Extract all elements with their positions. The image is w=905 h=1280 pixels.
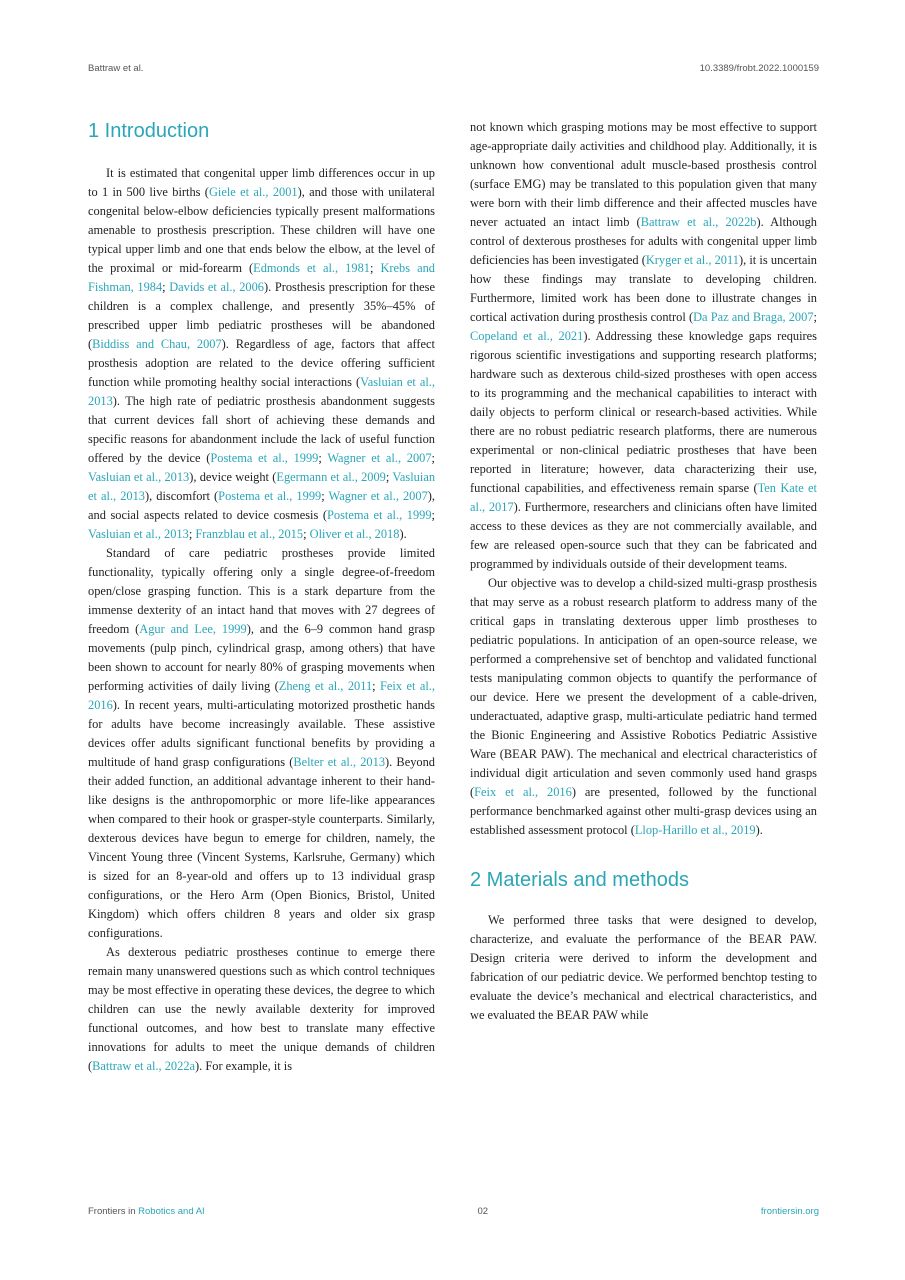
paragraph (88, 544, 435, 943)
text-run: ; (321, 489, 329, 503)
citation-link[interactable]: Da Paz and Braga, 2007 (693, 310, 814, 324)
text-run: ; (431, 451, 435, 465)
citation-link[interactable]: Wagner et al., 2007 (327, 451, 432, 465)
text-run: ; (162, 280, 170, 294)
text-run: ). In recent years, multi-articulating motorized prosthetic hands for adults have become increasingly available. These assistive devices offer adults significant functional benefits by providing a multitude of hand grasp configurations ( (88, 698, 435, 769)
section-heading-introduction: 1 Introduction (88, 120, 210, 142)
text-run: ). Although control of dexterous prostheses for adults with congenital upper limb deficiencies has been investigated ( (470, 215, 817, 267)
text-run: It is estimated that congenital upper limb differences occur in up to 1 in 500 live births ( (88, 166, 435, 199)
text-run: ; (813, 310, 817, 324)
site-link[interactable]: frontiersin.org (760, 1206, 819, 1217)
text-run: ). Prosthesis prescription for these children is a complex challenge, and presently 35%–45% of prescribed upper limb pediatric prostheses will be abandoned ( (88, 280, 435, 351)
citation-link[interactable]: Vasluian et al., 2013 (88, 375, 435, 408)
text-run: ). (399, 527, 407, 541)
citation-link[interactable]: Oliver et al., 2018 (309, 527, 400, 541)
page-footer (88, 1206, 819, 1217)
paragraph (88, 164, 435, 544)
citation-link[interactable]: Vasluian et al., 2013 (88, 470, 190, 484)
text-run: ). For example, it is (195, 1059, 293, 1073)
citation-link[interactable]: Zheng et al., 2011 (278, 679, 373, 693)
text-run: ; (372, 679, 381, 693)
right-column (470, 118, 817, 1025)
citation-link[interactable]: Vasluian et al., 2013 (88, 527, 189, 541)
citation-link[interactable]: Postema et al., 1999 (210, 451, 319, 465)
text-run: ). Furthermore, researchers and clinicians often have limited access to these devices as they are not commercially available, and few are released open-source such that they can be fabricated and programmed by individuals outside of their development teams. (470, 500, 817, 571)
citation-link[interactable]: Battraw et al., 2022a (92, 1059, 196, 1073)
citation-link[interactable]: Krebs and Fishman, 1984 (88, 261, 435, 294)
text-run: ; (385, 470, 393, 484)
text-run: ), device weight ( (189, 470, 277, 484)
journal-name: Frontiers in Robotics and AI (88, 1206, 205, 1217)
text-run: ), and those with unilateral congenital below-elbow deficiencies typically present malformations amenable to prosthesis prescription. These children will have one typical upper limb and one that ends below the elbow, at the level of the proximal or mid-forearm ( (88, 185, 435, 275)
text-run: ; (318, 451, 328, 465)
citation-link[interactable]: Llop-Harillo et al., 2019 (634, 823, 756, 837)
citation-link[interactable]: Vasluian et al., 2013 (88, 470, 436, 503)
text-run: ), and social aspects related to device cosmesis ( (88, 489, 435, 522)
text-run: ). Addressing these knowledge gaps requires rigorous scientific investigations and supporting research platforms; hardware such as dexterous child-sized prostheses with open access to its programming and the mechanical capabilities to interact with daily objects to perform clinical or research-based activities. While there are no robust pediatric research platforms, there are numerous experimental or non-clinical pediatric prostheses that have been reported in literature; however, data characterizing their use, functional capabilities, and effectiveness remain sparse ( (470, 329, 817, 495)
citation-link[interactable]: Egermann et al., 2009 (276, 470, 386, 484)
text-run: ). Beyond their added function, an additional advantage inherent to their hand-like designs is the anthropomorphic or more life-like appearances when compared to their hook or grasper-style counterparts. Similarly, dexterous devices have begun to emerge for children, namely, the Vincent Young three (Vincent Systems, Karlsruhe, Germany) which is sized for an 8-year-old and offers up to 13 individual grasp configurations, or the Hero Arm (Open Bionics, Bristol, United Kingdom) which offers children 8 years and older six grasp configurations. (88, 755, 435, 940)
citation-link[interactable]: Feix et al., 2016 (474, 785, 572, 799)
text-run: ). (755, 823, 763, 837)
text-run: ), discomfort ( (145, 489, 219, 503)
text-run: As dexterous pediatric prostheses continue to emerge there remain many unanswered questions such as which control techniques may be most effective in operating these devices, the degree to which children can use the newly available dexterity for improved functional outcomes, and how best to translate many effective innovations for adults to meet the unique demands of children ( (88, 945, 435, 1073)
citation-link[interactable]: Copeland et al., 2021 (470, 329, 584, 343)
text-run: Standard of care pediatric prostheses provide limited functionality, typically offering only a single degree-of-freedom open/close grasping function. This is a stark departure from the immense dexterity of an intact hand that moves with 27 degrees of freedom ( (88, 546, 435, 636)
citation-link[interactable]: Wagner et al., 2007 (328, 489, 428, 503)
text-run: We performed three tasks that were designed to develop, characterize, and evaluate the performance of the BEAR PAW. Design criteria were derived to inform the development and fabrication of our pediatric device. We performed benchtop testing to evaluate the device’s mechanical and electrical characteristics, and we evaluated the BEAR PAW while (470, 913, 817, 1022)
citation-link[interactable]: Feix et al., 2016 (88, 679, 436, 712)
section-heading-materials-and-methods: 2 Materials and methods (470, 869, 690, 891)
text-run: not known which grasping motions may be most effective to support age-appropriate daily activities and childhood play. Additionally, it is unknown how conventional adult muscle-based prosthesis control (surface EMG) may be translated to this population given that many were born with their limb difference and their affected muscles have never actuated an intact limb ( (470, 120, 817, 229)
citation-link[interactable]: Biddiss and Chau, 2007 (92, 337, 222, 351)
text-run: Our objective was to develop a child-sized multi-grasp prosthesis that may serve as a robust research platform to address many of the critical gaps in translating dexterous upper limb prostheses to pediatric populations. In anticipation of an open-source release, we performed a comprehensive set of benchtop and validated functional tests manipulating common objects to quantify the performance of our device. Here we present the development of a cable-driven, underactuated, adaptive grasp, multi-articulate pediatric hand termed the Bionic Engineering and Assistive Robotics Pediatric Assistive Ware (BEAR PAW). The mechanical and electrical characteristics of individual digit articulation and seven commonly used hand grasps ( (470, 576, 817, 799)
citation-link[interactable]: Agur and Lee, 1999 (139, 622, 247, 636)
paragraph (470, 574, 817, 840)
citation-link[interactable]: Ten Kate et al., 2017 (470, 481, 817, 514)
citation-link[interactable]: Belter et al., 2013 (293, 755, 386, 769)
citation-link[interactable]: Postema et al., 1999 (218, 489, 322, 503)
text-run: ), and the 6–9 common hand grasp movements (pulp pinch, cylindrical grasp, among others) that have been shown to account for nearly 80% of grasping movements when performing activities of daily living ( (88, 622, 435, 693)
running-author: Battraw et al. (88, 63, 144, 74)
text-run: ; (303, 527, 310, 541)
citation-link[interactable]: Postema et al., 1999 (327, 508, 432, 522)
page-header (88, 63, 819, 74)
text-run: ; (431, 508, 435, 522)
citation-link[interactable]: Edmonds et al., 1981 (253, 261, 370, 275)
citation-link[interactable]: Giele et al., 2001 (208, 185, 298, 199)
text-run: ). The high rate of pediatric prosthesis abandonment suggests that current devices fall short of achieving these demands and specific reasons for abandonment include the lack of useful function offered by the device ( (88, 394, 435, 465)
text-run: ; (188, 527, 196, 541)
doi: 10.3389/frobt.2022.1000159 (699, 63, 819, 74)
citation-link[interactable]: Franzblau et al., 2015 (195, 527, 304, 541)
citation-link[interactable]: Davids et al., 2006 (169, 280, 264, 294)
text-run: ). Regardless of age, factors that affect prosthesis adoption are related to the device offering sufficient function while promoting healthy social interactions ( (88, 337, 435, 389)
citation-link[interactable]: Kryger et al., 2011 (645, 253, 739, 267)
page-number: 02 (477, 1206, 489, 1217)
paragraph-continuation (470, 118, 817, 574)
text-run: ) are presented, followed by the functional performance benchmarked against other multi-grasp devices using an established assessment protocol ( (470, 785, 817, 837)
text-run: ; (369, 261, 381, 275)
paragraph (470, 911, 817, 1025)
journal-link[interactable]: Robotics and AI (138, 1206, 205, 1217)
citation-link[interactable]: Battraw et al., 2022b (640, 215, 757, 229)
paragraph (88, 943, 435, 1076)
left-column (88, 118, 435, 1076)
text-run: ), it is uncertain how these findings may translate to developing children. Furthermore, limited work has been done to illustrate changes in cortical activation during prosthesis control ( (470, 253, 817, 324)
